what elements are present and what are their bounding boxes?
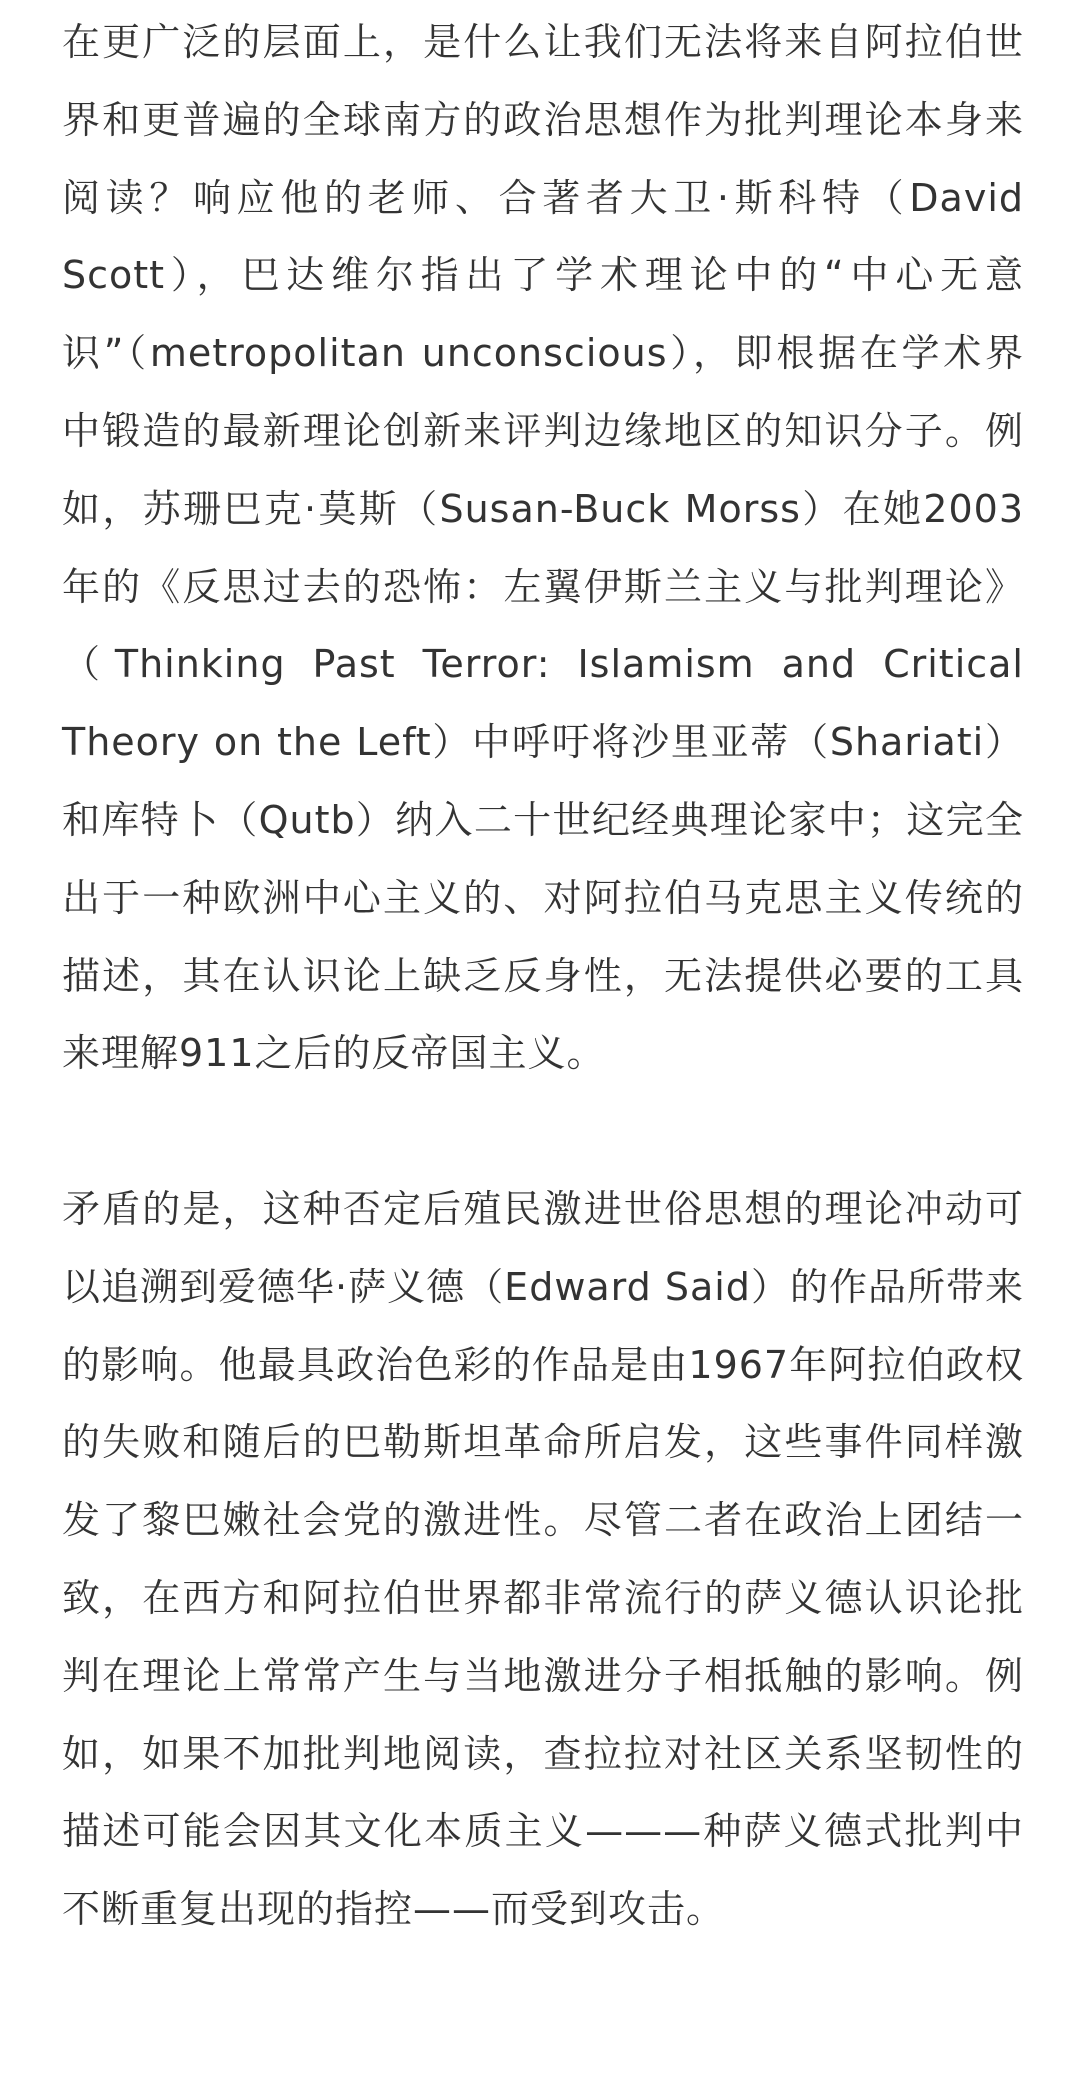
paragraph-1: 在更广泛的层面上，是什么让我们无法将来自阿拉伯世界和更普遍的全球南方的政治思想作为批判理论本身来阅读？响应他的老师、合著者大卫·斯科特（David Scott），巴达维尔指出了学术理论中的“中心无意识”（metropolitan unconscious），即根据在学术界中锻造的最新理论创新来评判边缘地区的知识分子。例如，苏珊巴克·莫斯（Susan-Buck Morss）在她2003年的《反思过去的恐怖：左翼伊斯兰主义与批判理论》（Thinking Past Terror: Islamism and Critical Theory on the Left）中呼吁将沙里亚蒂（Shariati）和库特卜（Qutb）纳入二十世纪经典理论家中；这完全出于一种欧洲中心主义的、对阿拉伯马克思主义传统的描述，其在认识论上缺乏反身性，无法提供必要的工具来理解911之后的反帝国主义。 <box>62 20 1024 1076</box>
paragraph-2: 矛盾的是，这种否定后殖民激进世俗思想的理论冲动可以追溯到爱德华·萨义德（Edward Said）的作品所带来的影响。他最具政治色彩的作品是由1967年阿拉伯政权的失败和随后的巴勒斯坦革命所启发，这些事件同样激发了黎巴嫩社会党的激进性。尽管二者在政治上团结一致，在西方和阿拉伯世界都非常流行的萨义德认识论批判在理论上常常产生与当地激进分子相抵触的影响。例如，如果不加批判地阅读，查拉拉对社区关系坚韧性的描述可能会因其文化本质主义———种萨义德式批判中不断重复出现的指控——而受到攻击。 <box>62 1186 1024 1932</box>
article-body <box>62 4 1024 1949</box>
